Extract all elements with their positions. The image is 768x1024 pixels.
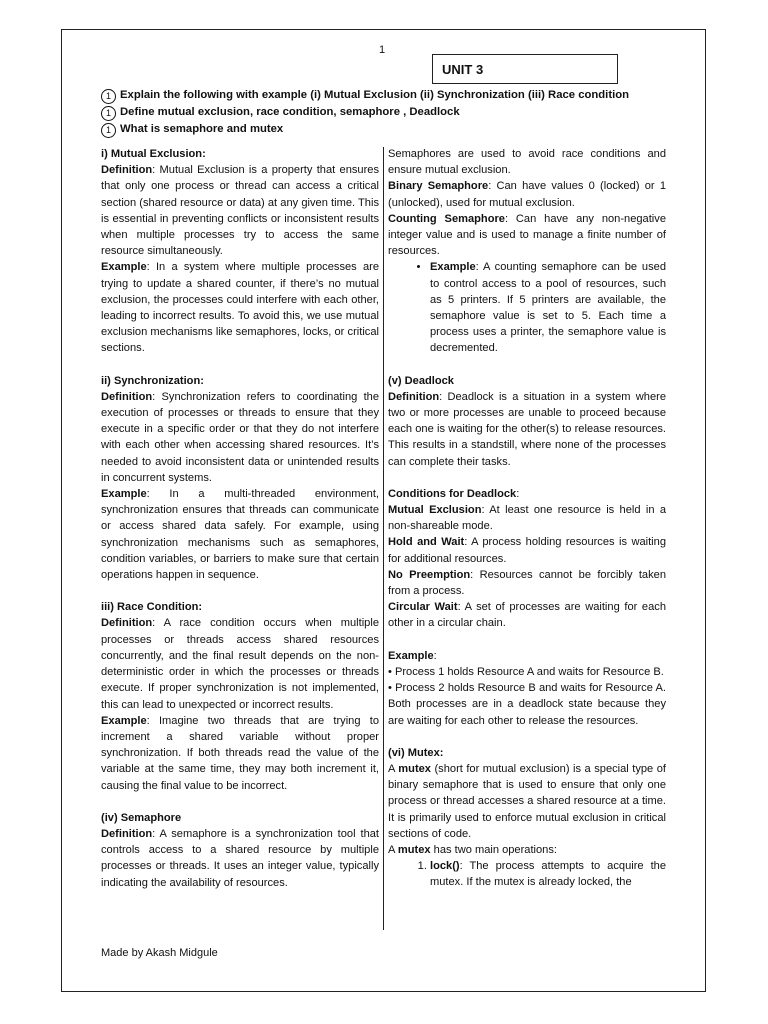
question-item: 1 What is semaphore and mutex [101,121,701,138]
semaphore-heading: (iv) Semaphore [101,811,182,824]
circled-number-icon: 1 [101,123,116,138]
deadlock-definition: Definition: Deadlock is a situation in a system where two or more processes are unable to proceed because each one is waiting for the other(s) to release resources. This results in a standstill, where none of the processes can complete their tasks. [388,390,666,468]
deadlock-conditions-heading: Conditions for Deadlock: [388,487,520,500]
semaphore-continued: Semaphores are used to avoid race conditions and ensure mutual exclusion. [388,148,666,177]
mutex-operations-list [388,858,666,890]
deadlock-heading: (v) Deadlock [388,374,454,387]
race-condition-definition: Definition: A race condition occurs when multiple processes or threads access shared resources concurrently, and the final result depends on the non-deterministic order in which the processes or threads execute. If proper synchronization is not implemented, this can lead to unexpected or incorrect results. [101,617,379,711]
mutual-exclusion-example: Example: In a system where multiple processes are trying to update a shared counter, if there’s no mutual exclusion, the processes could interfere with each other, leading to incorrect results. To avoid this, we use mutual exclusion mechanisms like semaphores, locks, or critical sections. [101,261,379,355]
right-column [388,146,666,891]
counting-semaphore: Counting Semaphore: Can have any non-negative integer value and is used to manage a finite number of resources. [388,212,666,258]
unit-title: UNIT 3 [432,54,618,84]
question-list [101,87,701,138]
semaphore-example-list [388,259,666,356]
question-item: 1 Explain the following with example (i) Mutual Exclusion (ii) Synchronization (iii) Race condition [101,87,701,104]
condition-hold-and-wait: Hold and Wait: A process holding resources is waiting for additional resources. [388,536,666,565]
list-item: • Example: A counting semaphore can be used to control access to a pool of resources, such as 5 printers. If 5 printers are available, the semaphore value is set to 5. Each time a process uses a printer, the semaphore value is decremented. [430,259,666,356]
question-item: 1 Define mutual exclusion, race condition, semaphore , Deadlock [101,104,701,121]
circled-number-icon: 1 [101,89,116,104]
deadlock-example-heading: Example: [388,649,437,662]
condition-no-preemption: No Preemption: Resources cannot be forcibly taken from a process. [388,568,666,598]
left-column [101,146,379,891]
page-number: 1 [379,44,386,56]
deadlock-example-2: • Process 2 holds Resource B and waits for Resource A. Both processes are in a deadlock state because they are waiting for each other to release the resources. [388,682,666,727]
synchronization-definition: Definition: Synchronization refers to coordinating the execution of processes or threads to ensure that they execute in a specific order or that they do not interfere with each other when accessing shared resources. It’s needed to avoid inconsistent data or unintended results in concurrent systems. [101,390,379,484]
mutex-description: A mutex (short for mutual exclusion) is a special type of binary semaphore that is used to ensure that only one process or thread accesses a shared resource at a time. It is primarily used to enforce mutual exclusion in critical sections of code. [388,762,666,840]
binary-semaphore: Binary Semaphore: Can have values 0 (locked) or 1 (unlocked), used for mutual exclusion. [388,180,667,209]
condition-circular-wait: Circular Wait: A set of processes are waiting for each other in a circular chain. [388,601,666,630]
race-condition-example: Example: Imagine two threads that are trying to increment a shared variable without proper synchronization. If both threads read the value of the variable at the same time, they may both increment it, causing the final value to be incorrect. [101,714,379,792]
mutex-heading: (vi) Mutex: [388,746,444,759]
deadlock-example-1: • Process 1 holds Resource A and waits for Resource B. [388,665,664,678]
semaphore-definition: Definition: A semaphore is a synchronization tool that controls access to a shared resource by multiple processes or threads. It uses an integer value, typically indicating the availability of resources. [101,827,379,889]
mutual-exclusion-heading: i) Mutual Exclusion: [101,148,206,160]
race-condition-heading: iii) Race Condition: [101,601,203,614]
synchronization-example: Example: In a multi-threaded environment, synchronization ensures that threads can communicate or access shared data safely. For example, using synchronization mechanisms such as semaphores, condition variables, or barriers to make sure that certain operations happen in sequence. [101,488,379,582]
mutual-exclusion-definition: Definition: Mutual Exclusion is a property that ensures that only one process or thread can access a critical section (shared resource or data) at any given time. This is essential in preventing conflicts or inconsistent results when multiple processes try to access the same resource simultaneously. [101,164,379,258]
condition-mutual-exclusion: Mutual Exclusion: At least one resource is held in a non-shareable mode. [388,504,666,533]
footer-author: Made by Akash Midgule [101,947,218,959]
list-item: 1. lock(): The process attempts to acquire the mutex. If the mutex is already locked, the [430,858,666,890]
mutex-operations-intro: A mutex has two main operations: [388,843,557,856]
synchronization-heading: ii) Synchronization: [101,374,204,387]
circled-number-icon: 1 [101,106,116,121]
column-divider [383,147,384,930]
